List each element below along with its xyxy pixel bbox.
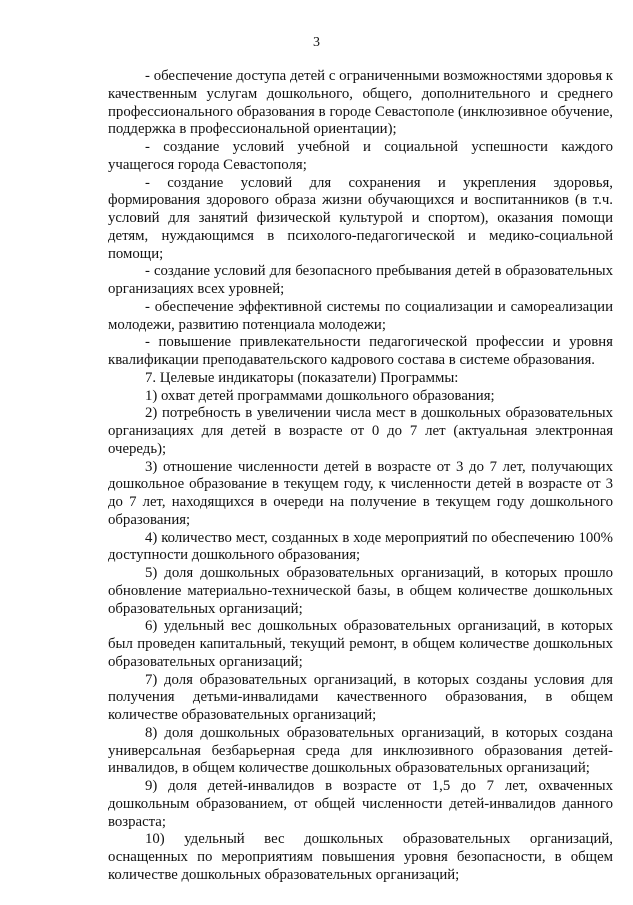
indicator-item-10: 10) удельный вес дошкольных образовательных организаций, оснащенных по мероприятиям повышения уровня безопасности, в общем количестве дошкольных образовательных организаций; [108, 831, 613, 883]
document-body [108, 68, 613, 885]
page-number: 3 [313, 35, 320, 50]
indicator-item-8: 8) доля дошкольных образовательных организаций, в которых создана универсальная безбарьерная среда для инклюзивного образования детей-инвалидов, в общем количестве дошкольных образовательных организаций; [108, 724, 613, 777]
paragraph-objective-teaching-profession: - повышение привлекательности педагогической профессии и уровня квалификации преподавательского кадрового состава в системе образования. [108, 334, 613, 368]
indicator-item-7: 7) доля образовательных организаций, в которых созданы условия для получения детьми-инвалидами качественного образования, в общем количестве образовательных организаций; [108, 671, 613, 723]
indicator-item-4: 4) количество мест, созданных в ходе мероприятий по обеспечению 100% доступности дошкольного образования; [108, 529, 613, 564]
paragraph-objective-inclusive-access: - обеспечение доступа детей с ограниченными возможностями здоровья к качественным услугам дошкольного, общего, дополнительного и среднего профессионального образования в городе Севастополе (инклюзивное обучение, поддержка в профессиональной ориентации); [108, 68, 613, 138]
paragraph-objective-student-success: - создание условий учебной и социальной успешности каждого учащегося города Севастополя; [108, 139, 613, 173]
indicator-item-9: 9) доля детей-инвалидов в возрасте от 1,5 до 7 лет, охваченных дошкольным образованием, от общей численности детей-инвалидов данного возраста; [108, 778, 613, 830]
paragraph-objective-youth: - обеспечение эффективной системы по социализации и самореализации молодежи, развитию потенциала молодежи; [108, 298, 613, 333]
indicator-item-3: 3) отношение численности детей в возрасте от 3 до 7 лет, получающих дошкольное образование в текущем году, к численности детей в возрасте от 3 до 7 лет, находящихся в очереди на получение в текущем году дошкольного образования; [108, 458, 613, 528]
indicator-item-2: 2) потребность в увеличении числа мест в дошкольных образовательных организациях для детей в возрасте от 0 до 7 лет (актуальная электронная очередь); [108, 405, 613, 457]
paragraph-objective-safety: - создание условий для безопасного пребывания детей в образовательных организациях всех уровней; [108, 263, 613, 297]
indicator-item-6: 6) удельный вес дошкольных образовательных организаций, в которых был проведен капитальный, текущий ремонт, в общем количестве дошкольных образовательных организаций; [108, 618, 613, 670]
section-heading-target-indicators: 7. Целевые индикаторы (показатели) Программы: [145, 369, 459, 386]
indicator-item-5: 5) доля дошкольных образовательных организаций, в которых прошло обновление материально-технической базы, в общем количестве дошкольных образовательных организаций; [108, 565, 613, 617]
indicator-item-1: 1) охват детей программами дошкольного образования; [145, 387, 495, 404]
paragraph-objective-health: - создание условий для сохранения и укрепления здоровья, формирования здорового образа жизни обучающихся и воспитанников (в т.ч. условий для занятий физической культурой и спортом), оказания помощи детям, нуждающимся в психолого-педагогической и медико-социальной помощи; [108, 174, 613, 262]
